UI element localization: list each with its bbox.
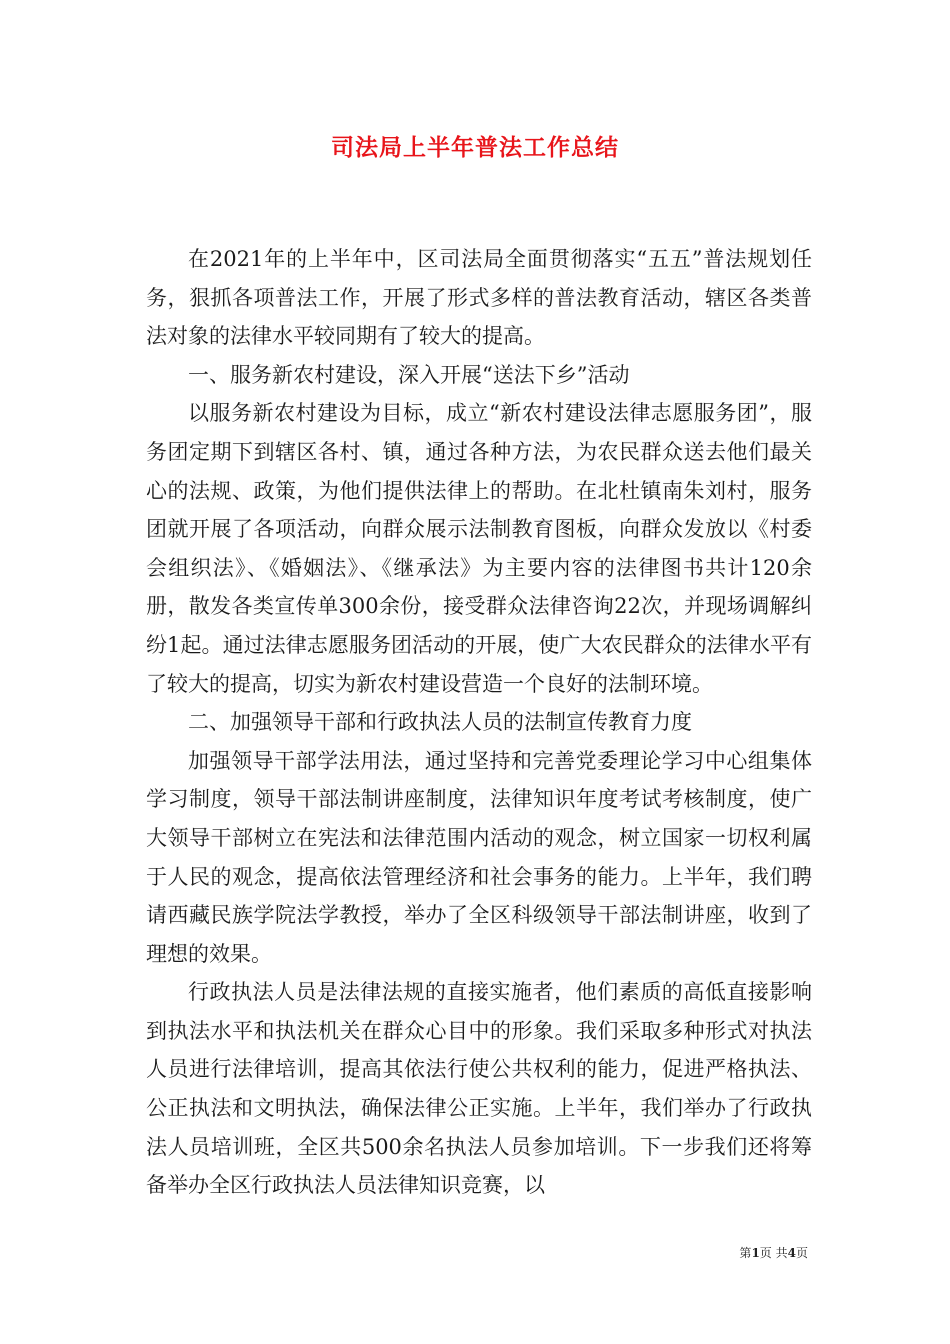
footer-suffix: 页 (795, 1246, 808, 1260)
page-number-footer (739, 1245, 808, 1261)
intro-paragraph: 在2021年的上半年中，区司法局全面贯彻落实“五五”普法规划任务，狠抓各项普法工作，开展了形式多样的普法教育活动，辖区各类普法对象的法律水平较同期有了较大的提高。 (146, 247, 812, 349)
document-title: 司法局上半年普法工作总结 (331, 134, 619, 161)
section-2-paragraph-1: 加强领导干部学法用法，通过坚持和完善党委理论学习中心组集体学习制度，领导干部法制讲座制度，法律知识年度考试考核制度，使广大领导干部树立在宪法和法律范围内活动的观念，树立国家一切权利属于人民的观念，提高依法管理经济和社会事务的能力。上半年，我们聘请西藏民族学院法学教授，举办了全区科级领导干部法制讲座，收到了理想的效果。 (146, 748, 812, 966)
section-1-paragraph: 以服务新农村建设为目标，成立“新农村建设法律志愿服务团”，服务团定期下到辖区各村、镇，通过各种方法，为农民群众送去他们最关心的法规、政策，为他们提供法律上的帮助。在北杜镇南朱刘村，服务团就开展了各项活动，向群众展示法制教育图板，向群众发放以《村委会组织法》、《婚姻法》、《继承法》为主要内容的法律图书共计120余册，散发各类宣传单300余份，接受群众法律咨询22次，并现场调解纠纷1起。通过法律志愿服务团活动的开展，使广大农民群众的法律水平有了较大的提高，切实为新农村建设营造一个良好的法制环境。 (146, 401, 812, 696)
document-body (146, 240, 812, 1205)
section-heading-1: 一、服务新农村建设，深入开展“送法下乡”活动 (188, 362, 630, 387)
section-heading-2: 二、加强领导干部和行政执法人员的法制宣传教育力度 (188, 710, 692, 735)
section-2-paragraph-2: 行政执法人员是法律法规的直接实施者，他们素质的高低直接影响到执法水平和执法机关在群众心目中的形象。我们采取多种形式对执法人员进行法律培训，提高其依法行使公共权利的能力，促进严格执法、公正执法和文明执法，确保法律公正实施。上半年，我们举办了行政执法人员培训班，全区共500余名执法人员参加培训。下一步我们还将筹备举办全区行政执法人员法律知识竞赛，以 (146, 980, 812, 1198)
footer-middle: 页 共 (759, 1246, 788, 1260)
footer-prefix: 第 (739, 1246, 752, 1260)
total-pages-number: 4 (787, 1246, 796, 1260)
current-page-number: 1 (751, 1246, 760, 1260)
